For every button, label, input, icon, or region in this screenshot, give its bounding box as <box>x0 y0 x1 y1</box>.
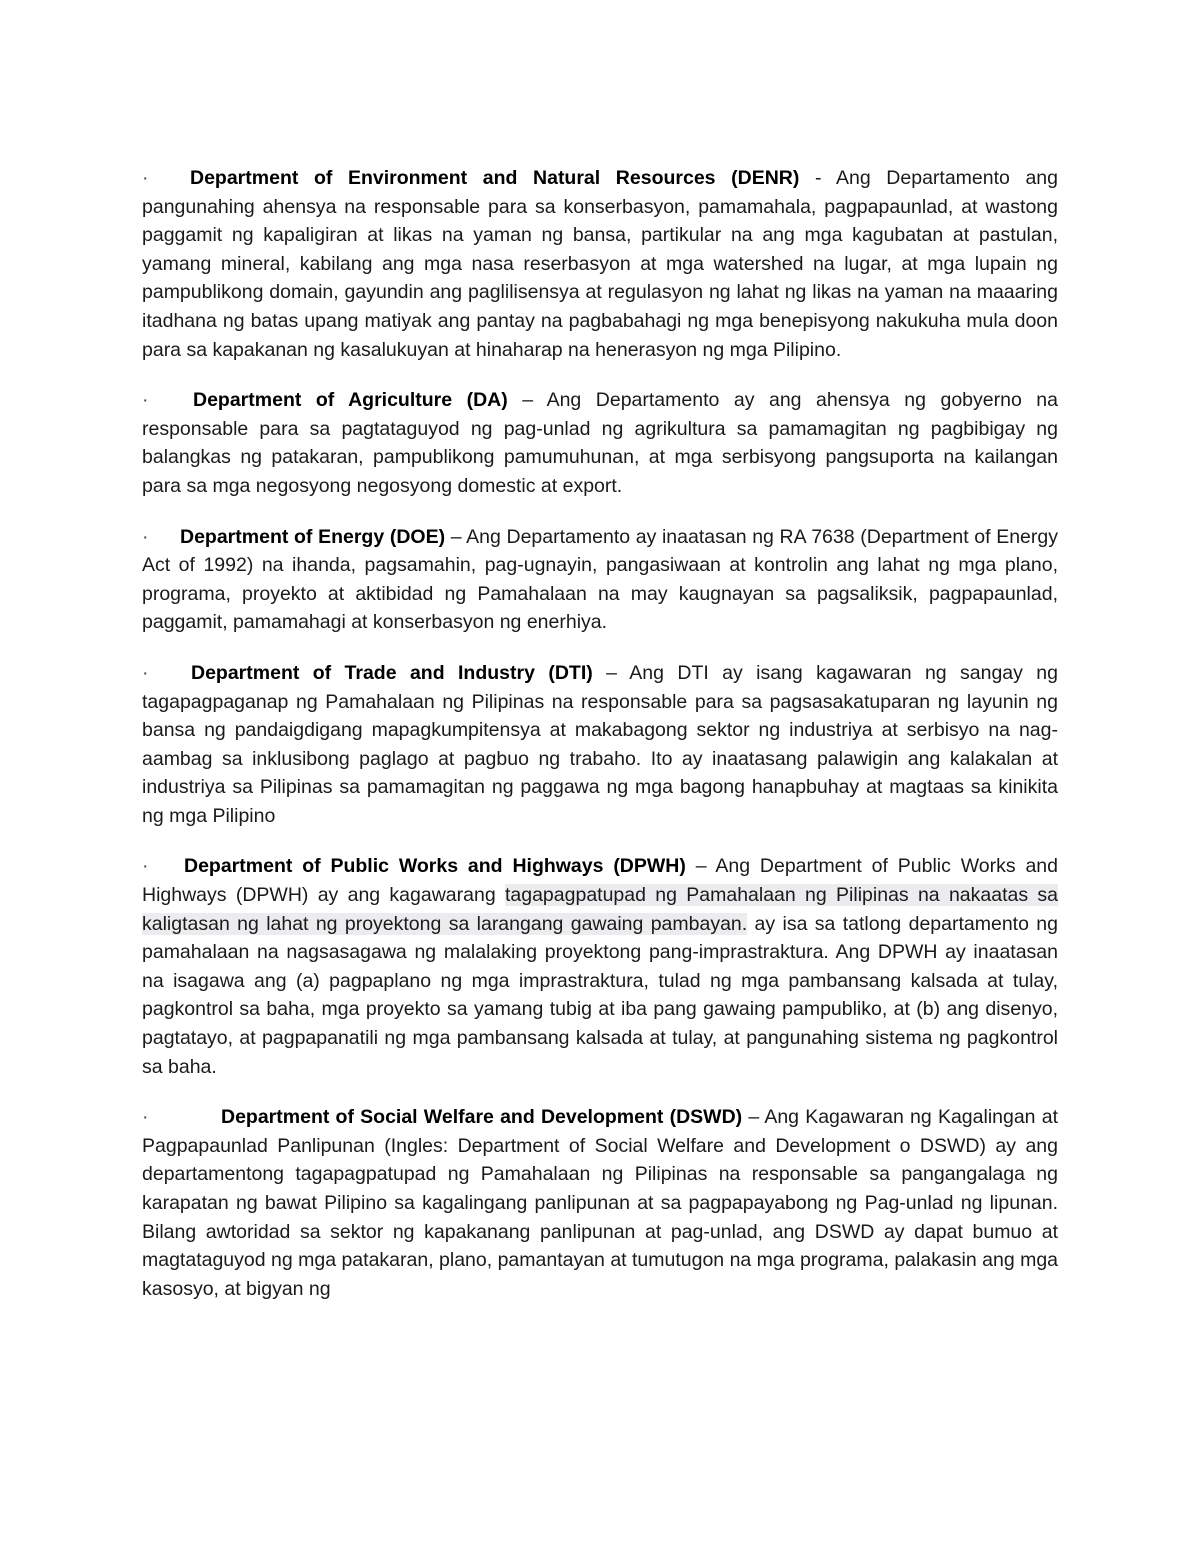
bullet: · <box>142 855 149 878</box>
entry-text: – Ang Kagawaran ng Kagalingan at Pagpapaunlad Panlipunan (Ingles: Department of Social Welfare and Development o DSWD) ay ang departamentong tagapagpatupad ng Pamahalaan ng Pilipinas na responsable sa pangangalaga ng karapatan ng bawat Pilipino sa kagalingang panlipunan at sa pagpapayabong ng Pag-unlad ng lipunan. Bilang awtoridad sa sektor ng kapakanang panlipunan at pag-unlad, ang DSWD ay dapat bumuo at magtataguyod ng mga patakaran, plano, pamantayan at tumutugon na mga programa, palakasin ang mga kasosyo, at bigyan ng <box>142 1106 1059 1300</box>
entry-doe <box>142 523 1058 637</box>
bullet: · <box>142 389 149 412</box>
bullet: · <box>142 525 149 548</box>
entry-title: Department of Social Welfare and Development (DSWD) <box>221 1106 743 1129</box>
entry-da <box>142 386 1058 500</box>
entry-title: Department of Agriculture (DA) <box>193 389 508 412</box>
entry-dswd <box>142 1103 1058 1303</box>
entry-title: Department of Energy (DOE) <box>180 525 446 548</box>
bullet: · <box>142 167 149 189</box>
entry-text: – Ang DTI ay isang kagawaran ng sangay ng tagapagpaganap ng Pamahalaan ng Pilipinas na responsable para sa pagsasakatuparan ng layunin ng bansa ng pandaigdigang mapagkumpitensya at makabagong sektor ng industriya at serbisyo na nag-aambag sa inklusibong paglago at pagbuo ng trabaho. Ito ay inaatasang palawigin ang kalakalan at industriya sa Pilipinas sa pamamagitan ng paggawa ng mga bagong hanapbuhay at magtaas sa kinikita ng mga Pilipino <box>142 661 1058 827</box>
entry-dti <box>142 659 1058 831</box>
entry-text-continued: ay isa sa tatlong departamento ng pamahalaan na nagsasagawa ng malalaking proyektong pang-imprastraktura. Ang DPWH ay inaatasan na isagawa ang (a) pagpaplano ng mga imprastraktura, tulad ng mga pambansang kalsada at tulay, pagkontrol sa baha, mga proyekto sa yamang tubig at iba pang gawaing pampubliko, at (b) ang disenyo, pagtatayo, at pagpapanatili ng mga pambansang kalsada at tulay, at pangunahing sistema ng pagkontrol sa baha. <box>142 912 1058 1078</box>
entry-denr <box>142 164 1058 364</box>
entry-text: – Ang Departamento ay ang ahensya ng gobyerno na responsable para sa pagtataguyod ng pag-unlad ng agrikultura sa pamamagitan ng pagbibigay ng balangkas ng patakaran, pampublikong pamumuhunan, at mga serbisyong pangsuporta na kailangan para sa mga negosyong negosyong domestic at export. <box>142 389 1058 497</box>
bullet: · <box>142 1106 149 1129</box>
document-page <box>142 164 1058 1325</box>
entry-title: Department of Public Works and Highways (DPWH) <box>184 855 686 878</box>
highlighted-text: tagapagpatupad ng Pamahalaan ng Pilipinas na nakaatas sa kaligtasan ng lahat ng proyektong sa larangang gawaing pambayan. <box>142 884 1058 935</box>
entry-text: - Ang Departamento ang pangunahing ahensya na responsable para sa konserbasyon, pamamahala, pagpapaunlad, at wastong paggamit ng kapaligiran at likas na yaman ng bansa, partikular na ang mga kagubatan at pastulan, yamang mineral, kabilang ang mga nasa reserbasyon at mga watershed na lugar, at mga lupain ng pampublikong domain, gayundin ang paglilisensya at regulasyon ng lahat ng likas na yaman na maaaring itadhana ng batas upang matiyak ang pantay na pagbabahagi ng mga benepisyong nakukuha mula doon para sa kapakanan ng kasalukuyan at hinaharap na henerasyon ng mga Pilipino. <box>142 167 1059 361</box>
entry-title: Department of Environment and Natural Resources (DENR) <box>190 167 800 189</box>
bullet: · <box>142 661 149 684</box>
entry-text: – Ang Department of Public Works and Highways (DPWH) ay ang kagawarang <box>142 855 1058 907</box>
entry-text: – Ang Departamento ay inaatasan ng RA 7638 (Department of Energy Act of 1992) na ihanda, pagsamahin, pag-ugnayin, pangasiwaan at kontrolin ang lahat ng mga plano, programa, proyekto at aktibidad ng Pamahalaan na may kaugnayan sa pagsaliksik, pagpapaunlad, paggamit, pamamahagi at konserbasyon ng enerhiya. <box>142 525 1058 634</box>
entry-title: Department of Trade and Industry (DTI) <box>191 661 593 684</box>
entry-dpwh <box>142 852 1058 1081</box>
